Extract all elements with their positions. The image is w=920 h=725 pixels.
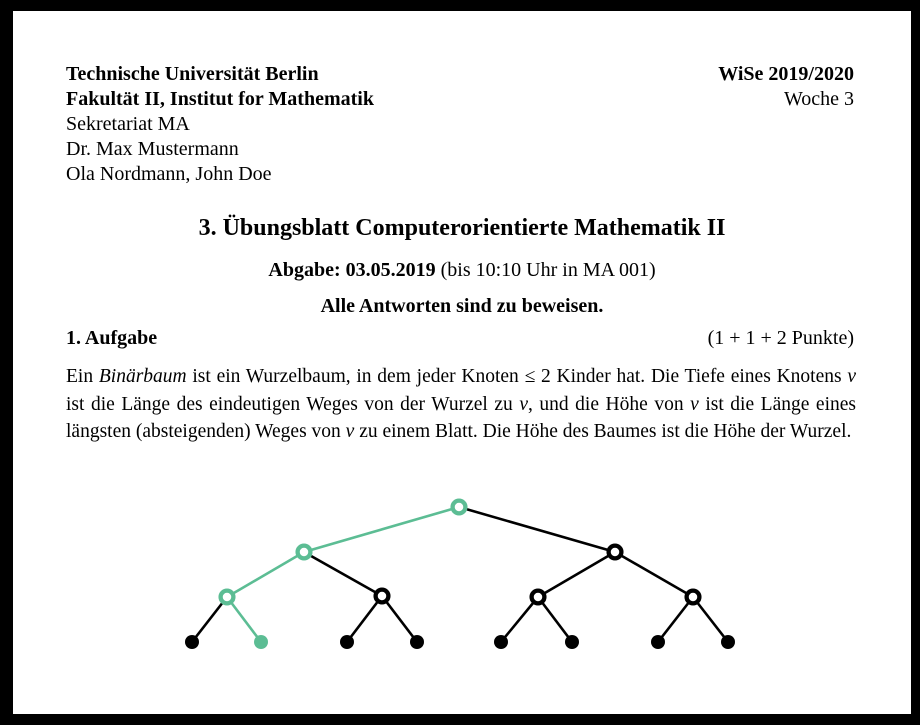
institution-name: Technische Universität Berlin (66, 63, 319, 85)
math-term: v (345, 421, 355, 442)
text-run: , und die Höhe von (527, 393, 691, 415)
tree-edge-lr-lrl (347, 596, 382, 642)
tree-edge-l-lr (304, 552, 382, 596)
tree-node-lll (185, 635, 199, 649)
tree-node-llr (254, 635, 268, 649)
text-run: ist die Länge des eindeutigen Weges von der Wurzel zu (66, 393, 520, 415)
office-name: Sekretariat MA (66, 113, 190, 135)
tree-edge-ll-lll (192, 597, 227, 642)
tree-node-r (609, 546, 622, 559)
text-run: ist die Länge eines längsten (absteigenden) Weges von (66, 393, 856, 442)
tree-node-ll (221, 591, 234, 604)
tree-node-lr (376, 590, 389, 603)
tree-edge-l-ll (227, 552, 304, 597)
sheet-title: 3. Übungsblatt Computerorientierte Mathematik II (198, 215, 726, 241)
tree-edge-r-rl (538, 552, 615, 597)
semester-label: WiSe 2019/2020 (718, 63, 854, 85)
math-term: v (847, 366, 856, 387)
tree-edge-rl-rll (501, 597, 538, 642)
math-term: v (519, 393, 528, 415)
tree-edge-r-rr (615, 552, 693, 597)
binary-tree-figure (13, 11, 911, 714)
tree-node-root (453, 501, 466, 514)
submission-details: (bis 10:10 Uhr in MA 001) (435, 259, 656, 281)
text-run: zu einem Blatt. Die Höhe des Baumes ist die Höhe der Wurzel. (354, 421, 852, 442)
tree-edge-rr-rrr (693, 597, 728, 642)
week-label: Woche 3 (783, 88, 854, 110)
tree-node-rl (532, 591, 545, 604)
faculty-name: Fakultät II, Institut for Mathematik (66, 88, 374, 110)
tree-node-l (298, 546, 311, 559)
math-term: v (690, 393, 699, 415)
tree-node-rr (687, 591, 700, 604)
exercise-points: (1 + 1 + 2 Punkte) (707, 327, 854, 349)
math-term: Binärbaum (98, 366, 187, 387)
tree-edge-root-r (459, 507, 615, 552)
tree-edge-rr-rrl (658, 597, 693, 642)
tree-node-rrr (721, 635, 735, 649)
text-run: Ein (66, 366, 99, 387)
lecturer-name: Dr. Max Mustermann (66, 138, 239, 160)
proof-notice: Alle Antworten sind zu beweisen. (320, 295, 604, 317)
assistants-names: Ola Nordmann, John Doe (66, 163, 272, 185)
tree-node-rrl (651, 635, 665, 649)
tree-edge-lr-lrr (382, 596, 417, 642)
tree-edge-root-l (304, 507, 459, 552)
text-run: ist ein Wurzelbaum, in dem jeder Knoten ≤ 2 Kinder hat. Die Tiefe eines Knotens (186, 366, 848, 387)
tree-node-rll (494, 635, 508, 649)
exercise-sheet (13, 11, 911, 714)
submission-date: Abgabe: 03.05.2019 (268, 259, 436, 281)
tree-node-rlr (565, 635, 579, 649)
tree-node-lrl (340, 635, 354, 649)
tree-node-lrr (410, 635, 424, 649)
exercise-number-label: 1. Aufgabe (66, 327, 158, 349)
